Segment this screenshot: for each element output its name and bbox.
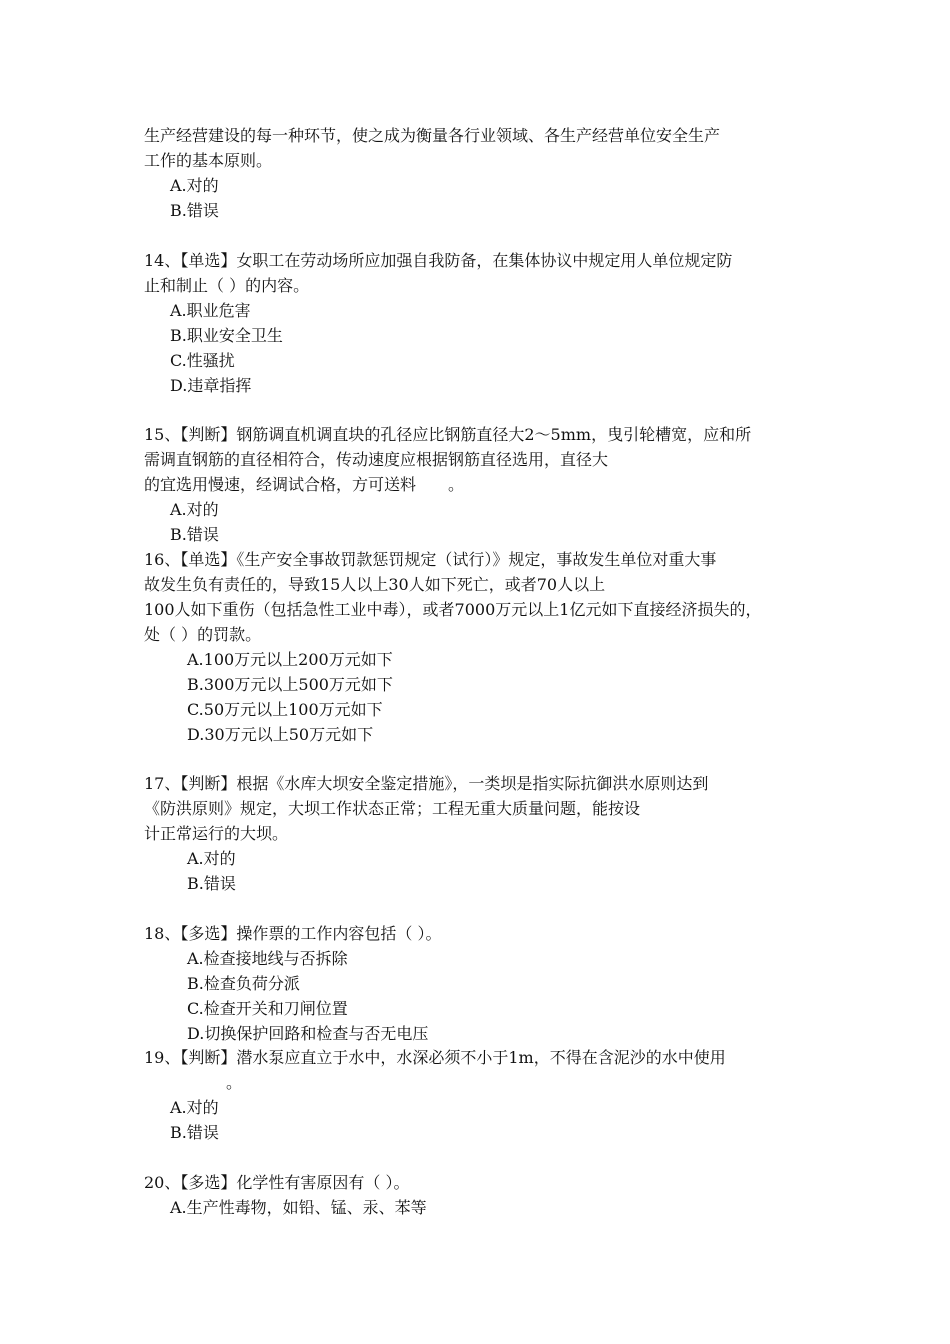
option-line: B.检查负荷分派 bbox=[187, 974, 300, 993]
option-line: B.300万元以上500万元如下 bbox=[187, 675, 393, 694]
option-line: A.对的 bbox=[170, 1098, 219, 1117]
text-line: 处（ ）的罚款。 bbox=[144, 625, 262, 644]
text-line: 工作的基本原则。 bbox=[144, 151, 273, 170]
option-line: A.对的 bbox=[170, 176, 219, 195]
question-18: 18、【多选】操作票的工作内容包括（ ）。 bbox=[144, 924, 442, 943]
question-19: 19、【判断】潜水泵应直立于水中，水深必须不小于1m，不得在含泥沙的水中使用 bbox=[144, 1048, 726, 1067]
question-16: 16、【单选】《生产安全事故罚款惩罚规定（试行）》规定，事故发生单位对重大事 bbox=[144, 550, 717, 569]
text-line: 的宜选用慢速，经调试合格，方可送料 。 bbox=[144, 475, 465, 494]
option-line: A.对的 bbox=[187, 849, 236, 868]
option-line: D.切换保护回路和检查与否无电压 bbox=[187, 1024, 429, 1043]
question-17: 17、【判断】根据《水库大坝安全鉴定措施》，一类坝是指实际抗御洪水原则达到 bbox=[144, 774, 709, 793]
option-line: B.错误 bbox=[170, 201, 219, 220]
option-line: B.错误 bbox=[170, 1123, 219, 1142]
text-line: 需调直钢筋的直径相符合，传动速度应根据钢筋直径选用，直径大 bbox=[144, 450, 609, 469]
option-line: A.100万元以上200万元如下 bbox=[187, 650, 393, 669]
question-20: 20、【多选】化学性有害原因有（ ）。 bbox=[144, 1173, 410, 1192]
text-line: 《防洪原则》规定，大坝工作状态正常；工程无重大质量问题，能按设 bbox=[144, 799, 641, 818]
text-line: 计正常运行的大坝。 bbox=[144, 824, 289, 843]
option-line: A.对的 bbox=[170, 500, 219, 519]
option-line: A.职业危害 bbox=[170, 301, 251, 320]
option-line: A.检查接地线与否拆除 bbox=[187, 949, 348, 968]
text-line: 生产经营建设的每一种环节，使之成为衡量各行业领域、各生产经营单位安全生产 bbox=[144, 126, 721, 145]
question-15: 15、【判断】钢筋调直机调直块的孔径应比钢筋直径大2～5mm，曳引轮槽宽，应和所 bbox=[144, 425, 752, 444]
text-line: 100人如下重伤（包括急性工业中毒），或者7000万元以上1亿元如下直接经济损失的， bbox=[144, 600, 762, 619]
option-line: B.错误 bbox=[187, 874, 236, 893]
option-line: B.错误 bbox=[170, 525, 219, 544]
option-line: A.生产性毒物，如铅、锰、汞、苯等 bbox=[170, 1198, 427, 1217]
text-line: 。 bbox=[226, 1073, 243, 1092]
option-line: B.职业安全卫生 bbox=[170, 326, 283, 345]
option-line: C.性骚扰 bbox=[170, 351, 235, 370]
question-14: 14、【单选】女职工在劳动场所应加强自我防备，在集体协议中规定用人单位规定防 bbox=[144, 251, 733, 270]
option-line: D.违章指挥 bbox=[170, 376, 252, 395]
option-line: C.50万元以上100万元如下 bbox=[187, 700, 383, 719]
option-line: C.检查开关和刀闸位置 bbox=[187, 999, 348, 1018]
option-line: D.30万元以上50万元如下 bbox=[187, 725, 374, 744]
text-line: 止和制止（ ）的内容。 bbox=[144, 276, 310, 295]
text-line: 故发生负有责任的，导致15人以上30人如下死亡，或者70人以上 bbox=[144, 575, 606, 594]
